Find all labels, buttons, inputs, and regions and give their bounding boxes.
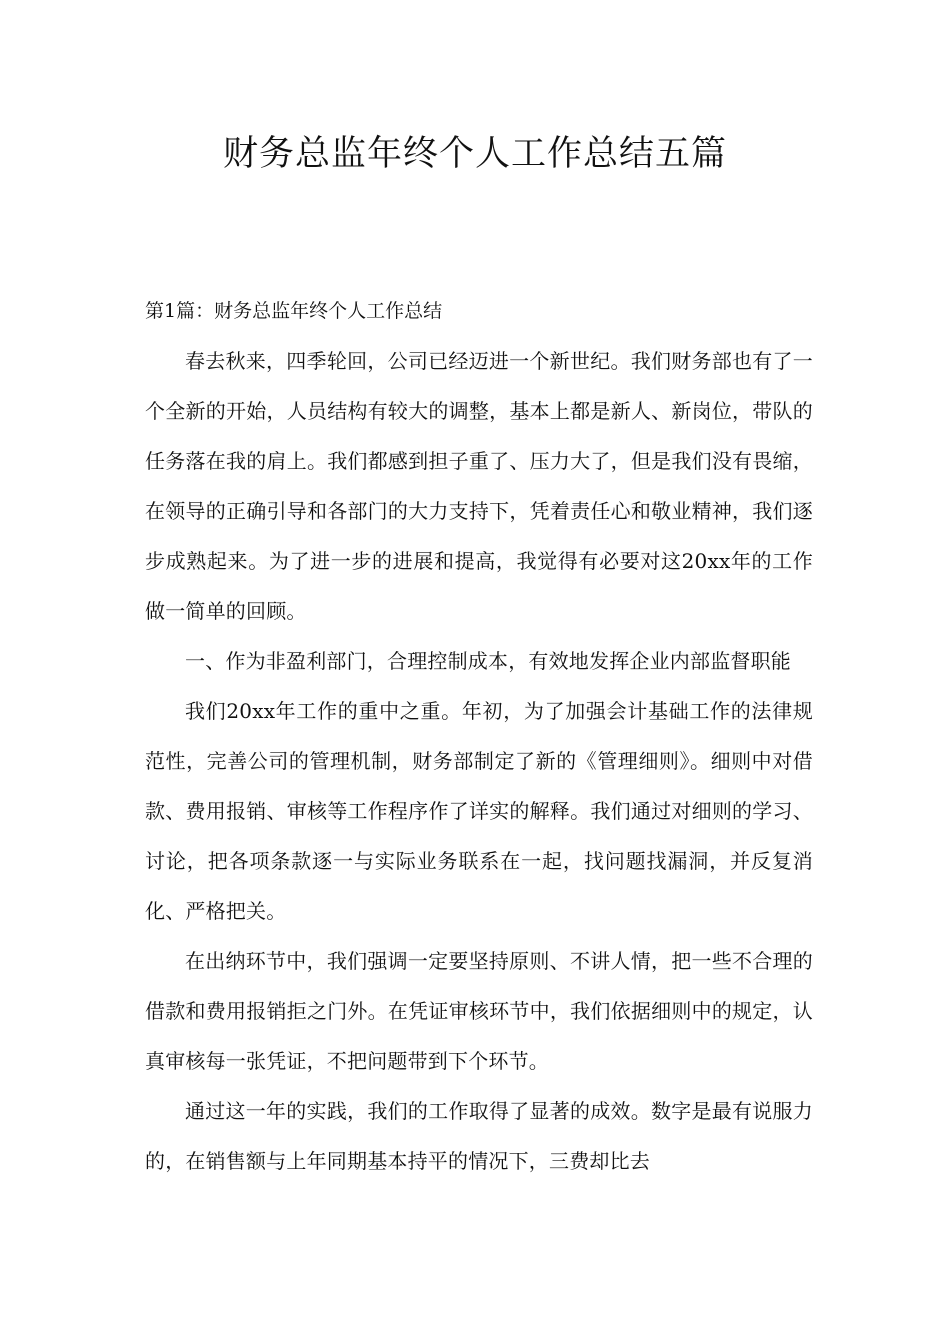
document-body (145, 286, 813, 1186)
paragraph-management-rules: 我们20xx年工作的重中之重。年初，为了加强会计基础工作的法律规范性，完善公司的管理机制，财务部制定了新的《管理细则》。细则中对借款、费用报销、审核等工作程序作了详实的解释。我们通过对细则的学习、讨论，把各项条款逐一与实际业务联系在一起，找问题找漏洞，并反复消化、严格把关。 (145, 699, 813, 923)
paragraph-point-one-heading: 一、作为非盈利部门，合理控制成本，有效地发挥企业内部监督职能 (185, 649, 791, 673)
document-title: 财务总监年终个人工作总结五篇 (222, 134, 727, 174)
paragraph-cashier-audit: 在出纳环节中，我们强调一定要坚持原则、不讲人情，把一些不合理的借款和费用报销拒之门外。在凭证审核环节中，我们依据细则中的规定，认真审核每一张凭证，不把问题带到下个环节。 (145, 949, 813, 1073)
paragraph-intro: 春去秋来，四季轮回，公司已经迈进一个新世纪。我们财务部也有了一个全新的开始，人员结构有较大的调整，基本上都是新人、新岗位，带队的任务落在我的肩上。我们都感到担子重了、压力大了，但是我们没有畏缩，在领导的正确引导和各部门的大力支持下，凭着责任心和敬业精神，我们逐步成熟起来。为了进一步的进展和提高，我觉得有必要对这20xx年的工作做一简单的回顾。 (145, 349, 813, 623)
paragraph-results: 通过这一年的实践，我们的工作取得了显著的成效。数字是最有说服力的，在销售额与上年同期基本持平的情况下，三费却比去 (145, 1099, 813, 1173)
section-heading: 第1篇：财务总监年终个人工作总结 (145, 300, 443, 322)
